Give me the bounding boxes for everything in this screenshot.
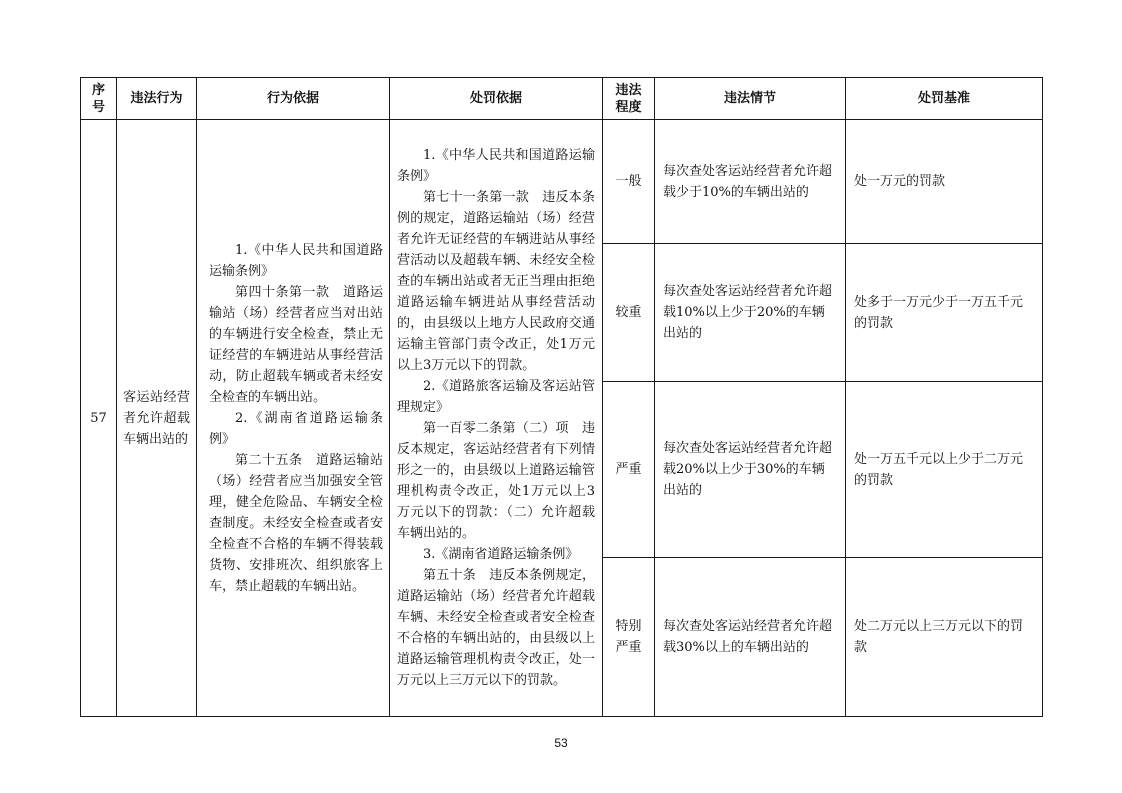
penalty-paragraph: 第七十一条第一款 违反本条例的规定，道路运输站（场）经营者允许无证经营的车辆进站从事经营活动以及超载车辆、未经安全检查的车辆出站或者无正当理由拒绝道路运输车辆进站从事经营活动的，由县级以上地方人民政府交通运输主管部门责令改正，处1万元以上3万元以下的罚款。	[397, 190, 595, 373]
penalty-paragraph: 第五十条 违反本条例规定，道路运输站（场）经营者允许超载车辆、未经安全检查或者安全检查不合格的车辆出站的，由县级以上道路运输管理机构责令改正，处一万元以上三万元以下的罚款。	[397, 568, 595, 688]
penalty-paragraph: 2.《道路旅客运输及客运站管理规定》	[397, 379, 595, 415]
penalty-paragraph: 第一百零二条第（二）项 违反本规定，客运站经营者有下列情形之一的，由县级以上道路运输管理机构责令改正，处1万元以上3万元以下的罚款：（二）允许超载车辆出站的。	[397, 421, 595, 541]
row-penalty-basis	[390, 120, 603, 717]
standard-cell: 处一万五千元以上少于二万元的罚款	[846, 382, 1043, 558]
header-basis: 行为依据	[197, 78, 390, 120]
header-degree: 违法程度	[603, 78, 655, 120]
standard-cell: 处二万元以上三万元以下的罚款	[846, 558, 1043, 717]
standard-cell: 处一万元的罚款	[846, 120, 1043, 244]
row-seq: 57	[81, 120, 117, 717]
header-standard: 处罚基准	[846, 78, 1043, 120]
table-row	[81, 120, 1043, 244]
basis-paragraph: 2.《湖南省道路运输条例》	[209, 410, 383, 447]
degree-cell: 一般	[603, 120, 655, 244]
basis-paragraph: 1.《中华人民共和国道路运输条例》	[209, 242, 383, 279]
degree-cell: 严重	[603, 382, 655, 558]
situation-cell: 每次查处客运站经营者允许超载20%以上少于30%的车辆出站的	[655, 382, 846, 558]
penalty-table	[80, 77, 1043, 717]
header-situation: 违法情节	[655, 78, 846, 120]
degree-cell: 较重	[603, 244, 655, 382]
basis-paragraph: 第二十五条 道路运输站（场）经营者应当加强安全管理，健全危险品、车辆安全检查制度。未经安全检查或者安全检查不合格的车辆不得装载货物、安排班次、组织旅客上车，禁止超载的车辆出站。	[209, 452, 383, 594]
header-row	[81, 78, 1043, 120]
basis-paragraph: 第四十条第一款 道路运输站（场）经营者应当对出站的车辆进行安全检查，禁止无证经营的车辆进站从事经营活动，防止超载车辆或者未经安全检查的车辆出站。	[209, 284, 383, 405]
header-seq: 序号	[81, 78, 117, 120]
situation-cell: 每次查处客运站经营者允许超载少于10%的车辆出站的	[655, 120, 846, 244]
row-basis	[197, 120, 390, 717]
header-penalty-basis: 处罚依据	[390, 78, 603, 120]
row-act: 客运站经营者允许超载车辆出站的	[117, 120, 197, 717]
penalty-paragraph: 1.《中华人民共和国道路运输条例》	[397, 148, 595, 184]
standard-cell: 处多于一万元少于一万五千元的罚款	[846, 244, 1043, 382]
degree-cell: 特别严重	[603, 558, 655, 717]
header-act: 违法行为	[117, 78, 197, 120]
situation-cell: 每次查处客运站经营者允许超载30%以上的车辆出站的	[655, 558, 846, 717]
situation-cell: 每次查处客运站经营者允许超载10%以上少于20%的车辆出站的	[655, 244, 846, 382]
page-number: 53	[554, 736, 568, 750]
penalty-paragraph: 3.《湖南省道路运输条例》	[423, 547, 579, 562]
